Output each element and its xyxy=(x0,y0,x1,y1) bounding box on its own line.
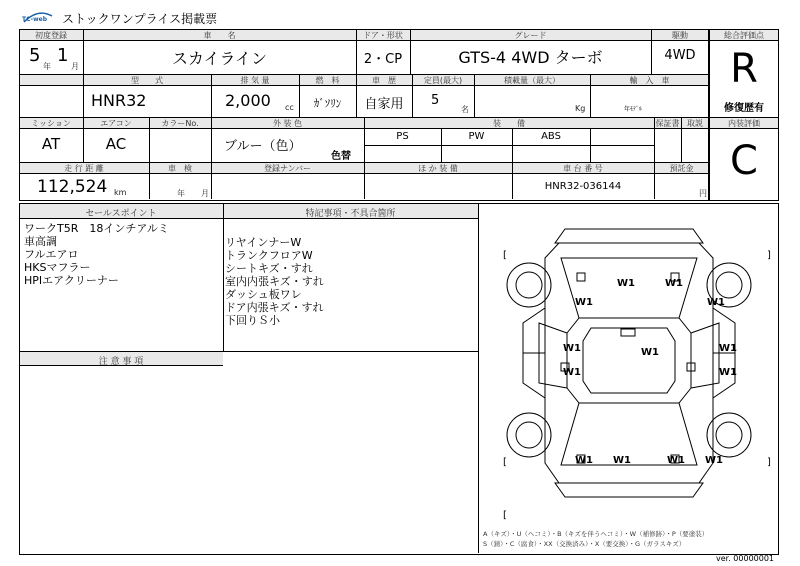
hdr-history: 車 歴 xyxy=(372,76,396,85)
sales-points-title: セールスポイント xyxy=(85,209,157,219)
deposit-unit: 円 xyxy=(699,189,707,198)
list-item: トランクフロアW xyxy=(225,249,313,262)
notes-list xyxy=(225,236,324,327)
notes-title: 特記事項・不具合箇所 xyxy=(305,209,396,219)
capacity-value: 5 xyxy=(431,93,440,108)
hdr-exterior-color: 外 装 色 xyxy=(272,119,303,128)
damage-mark: W1 xyxy=(719,367,737,378)
list-item: HPIエアクリーナー xyxy=(24,274,119,287)
hdr-drive: 駆動 xyxy=(672,31,688,40)
list-item: ダッシュ板ワレ xyxy=(225,288,302,301)
hdr-displacement: 排 気 量 xyxy=(240,76,270,85)
cautions-title: 注 意 事 項 xyxy=(98,357,144,367)
history-value: 自家用 xyxy=(364,97,404,112)
damage-mark: W1 xyxy=(641,347,659,358)
inspection-year-unit: 年 xyxy=(177,189,185,198)
lower-section xyxy=(19,203,779,555)
damage-mark: W1 xyxy=(575,455,593,466)
list-item: フルエアロ xyxy=(24,248,79,261)
list-item: HKSマフラー xyxy=(24,261,91,274)
fuel-value: ｶﾞｿﾘﾝ xyxy=(313,97,342,110)
list-item: 室内内張キズ・すれ xyxy=(225,275,324,288)
mileage-value: 112,524 xyxy=(37,177,108,197)
month-value: 1 xyxy=(57,45,69,66)
evaluation-box xyxy=(709,29,779,201)
hdr-inspection: 車 検 xyxy=(168,164,192,173)
hdr-aircon: エアコン xyxy=(100,119,132,128)
hdr-load: 積載量（最大） xyxy=(504,76,560,85)
info-table xyxy=(19,29,709,201)
bracket-left-lower: [ xyxy=(503,510,507,521)
equip-ps: PS xyxy=(396,131,409,142)
logo xyxy=(22,10,54,26)
hdr-reg-number: 登録ナンバー xyxy=(263,164,312,173)
damage-mark: W1 xyxy=(705,455,723,466)
hdr-equipment: 装 備 xyxy=(493,119,525,128)
list-item: ワークT5R 18インチアルミ xyxy=(24,222,169,235)
damage-mark: W1 xyxy=(563,343,581,354)
page-title: ストックワンプライス掲載票 xyxy=(62,12,218,26)
damage-mark: W1 xyxy=(563,367,581,378)
hdr-grade: グレード xyxy=(514,31,547,40)
hdr-overall-eval: 総合評価点 xyxy=(724,31,764,40)
list-item: 下回りＳ小 xyxy=(225,314,280,327)
year-unit: 年 xyxy=(43,62,51,71)
hdr-color-no: カラーNo. xyxy=(161,119,199,128)
chassis-no-value: HNR32-036144 xyxy=(544,181,622,192)
mileage-unit: km xyxy=(114,188,127,197)
aircon-value: AC xyxy=(105,135,127,153)
hdr-fuel: 燃 料 xyxy=(315,76,340,85)
bracket-left-top: [ xyxy=(503,250,507,261)
hdr-car-name: 車 名 xyxy=(203,31,236,40)
mission-value: AT xyxy=(41,135,61,153)
model-value: HNR32 xyxy=(91,91,147,110)
legend-line-1: A（キズ）・U（ヘコミ）・B（キズを伴うヘコミ）・W（補修跡）・P（要塗装） xyxy=(483,530,709,538)
import-unit: 年ﾓﾃﾞﾙ xyxy=(624,106,643,113)
version-label: ver. 00000001 xyxy=(716,554,775,563)
bracket-right-top: ] xyxy=(767,250,771,261)
hdr-door-shape: ドア・形状 xyxy=(363,31,403,40)
bracket-left-bottom: [ xyxy=(503,457,507,468)
hdr-other-equipment: ほ か 装 備 xyxy=(418,164,458,173)
damage-mark: W1 xyxy=(613,455,631,466)
legend-line-2: S（錆）・C（腐食）・XX（交換済み）・X（要交換）・G（ガラスキズ） xyxy=(483,540,686,548)
displacement-unit: cc xyxy=(285,103,294,112)
car-damage-diagram xyxy=(479,203,777,553)
grade-value: GTS-4 4WD ターボ xyxy=(458,48,603,67)
list-item: ドア内張キズ・すれ xyxy=(225,301,324,314)
damage-mark: W1 xyxy=(575,297,593,308)
displacement-value: 2,000 xyxy=(225,91,271,110)
equip-abs: ABS xyxy=(541,131,561,142)
equip-pw: PW xyxy=(468,131,485,142)
repair-history-label: 修復歴有 xyxy=(724,103,764,114)
load-unit: Kg xyxy=(575,104,586,113)
year-value: 5 xyxy=(29,45,41,66)
hdr-chassis-no: 車 台 番 号 xyxy=(563,164,603,173)
hdr-interior-eval: 内装評価 xyxy=(728,119,760,128)
door-shape-value: 2・CP xyxy=(363,52,403,67)
damage-mark: W1 xyxy=(665,278,683,289)
car-name-value: スカイライン xyxy=(171,49,268,68)
capacity-unit: 名 xyxy=(461,105,469,114)
hdr-first-reg: 初度登録 xyxy=(35,31,67,40)
damage-mark: W1 xyxy=(719,343,737,354)
overall-grade: R xyxy=(730,46,758,92)
sales-points-list xyxy=(24,222,169,287)
hdr-mileage: 走 行 距 離 xyxy=(64,164,104,173)
bracket-right-bottom: ] xyxy=(767,457,771,468)
hdr-warranty: 保証書 xyxy=(655,119,680,128)
color-change-label: 色替 xyxy=(331,151,351,162)
hdr-deposit: 預託金 xyxy=(669,164,694,173)
inspection-month-unit: 月 xyxy=(201,189,209,198)
damage-mark: W1 xyxy=(667,455,685,466)
exterior-color-value: ブルー（色） xyxy=(224,139,302,154)
month-unit: 月 xyxy=(71,62,79,71)
damage-mark: W1 xyxy=(707,297,725,308)
list-item: シートキズ・すれ xyxy=(225,262,313,275)
hdr-manual: 取説 xyxy=(687,119,703,128)
hdr-model: 型 式 xyxy=(131,76,163,85)
list-item: 車高調 xyxy=(24,235,57,248)
interior-grade: C xyxy=(730,138,758,184)
list-item: リヤインナーW xyxy=(225,236,302,249)
damage-mark: W1 xyxy=(617,278,635,289)
logo-text: TC-web xyxy=(22,16,48,23)
hdr-mission: ミッション xyxy=(31,119,71,128)
hdr-import: 輸 入 車 xyxy=(629,76,670,85)
hdr-capacity: 定員(最大) xyxy=(423,76,463,85)
drive-value: 4WD xyxy=(664,48,696,63)
